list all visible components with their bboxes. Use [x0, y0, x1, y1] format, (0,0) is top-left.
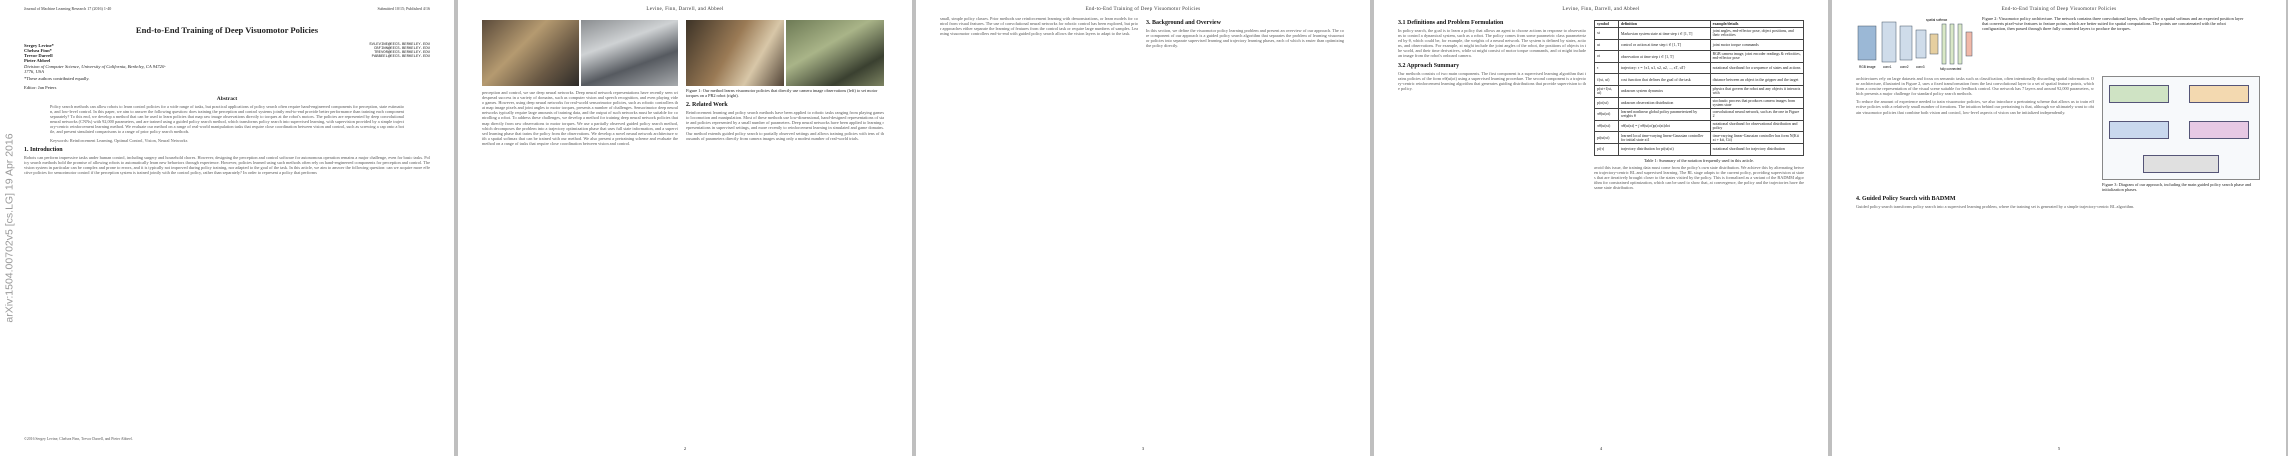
diagram-label: conv2: [1900, 65, 1909, 69]
running-head: Levine, Finn, Darrell, and Abbeel: [1562, 7, 1640, 12]
table-cell: xt: [1595, 28, 1619, 40]
table-header: example/details: [1710, 21, 1803, 28]
keywords: Keywords: Reinforcement Learning, Optimal Control, Vision, Neural Networks: [50, 137, 188, 143]
robot-task-image: [786, 20, 884, 86]
arxiv-stamp: arXiv:1504.00702v5 [cs.LG] 19 Apr 2016: [4, 133, 17, 323]
table-cell: πθ(ut|ot): [1595, 109, 1619, 121]
figure-3-caption: Figure 3: Diagram of our approach, including the main guided policy search phase and initialization phases.: [2102, 182, 2252, 193]
page-number: 5: [2057, 446, 2061, 451]
author-name: Chelsea Finn*: [24, 48, 52, 53]
table-row: [1595, 109, 1804, 121]
table-cell: unknown system dynamics: [1618, 85, 1710, 97]
table-row: [1595, 28, 1804, 40]
table-row: [1595, 62, 1804, 74]
table-cell: control or action at time step t ∈ [1, T]: [1618, 39, 1710, 51]
table-cell: pi(ut|xt): [1595, 132, 1619, 144]
journal-name: Journal of Machine Learning Research 17 (2016) 1-40: [24, 6, 112, 11]
figure-1-caption: Figure 1: Our method learns visuomotor policies that directly use camera image observations (left) to set motor torques on a PR2 robot (right).: [686, 88, 878, 99]
section-heading: 1. Introduction: [24, 146, 63, 153]
notation-table-body: [1595, 28, 1804, 156]
camera-observation-image: [482, 20, 579, 86]
running-head: End-to-End Training of Deep Visuomotor Policies: [1085, 7, 1201, 12]
table-cell: τ: [1595, 62, 1619, 74]
table-cell: πθ(ut|xt): [1595, 120, 1619, 132]
diagram-label: RGB image: [1859, 65, 1876, 69]
table-cell: time-varying linear-Gaussian controller has form N(Kti xt + kti, Cti): [1710, 132, 1803, 144]
copyright-footer: ©2016 Sergey Levine, Chelsea Finn, Trevor Darrell, and Pieter Abbeel.: [24, 436, 133, 441]
diagram-label: fully connected: [1940, 67, 1962, 71]
table-cell: pi(τ): [1595, 143, 1619, 155]
author-block: [24, 43, 430, 90]
table-cell: RGB camera image, joint encoder readings & velocities, end-effector pose: [1710, 51, 1803, 63]
table-row: [1595, 74, 1804, 86]
author-email[interactable]: PABBEEL@EECS.BERKELEY.EDU: [371, 55, 430, 59]
table-cell: joint angles, end-effector pose, object positions, and their velocities: [1710, 28, 1803, 40]
table-cell: ut: [1595, 39, 1619, 51]
body-text: architectures rely on large datasets and focus on semantic tasks such as classification, often intentionally discarding spatial information. Our architecture, illustrated in Figure 2, uses a fixed transformation from the last convolutional layer to a set of spatial feature points, which form a concise representation of the visual scene suitable for feedback control. Our network has 7 layers and around 92,000 parameters, which presents a major challenge for standard policy search methods.: [1856, 76, 2094, 97]
body-text: avoid this issue, the training data must come from the policy's own state distribution. We achieve this by alternating between trajectory-centric RL and supervised learning. The RL stage adapts to the current policy, providing supervision at states that are iteratively brought closer to the states visited by the policy. This is formalized as a variant of the BADMM algorithm for constrained optimization, which can be used to show that, at convergence, the policy and the trajectories have the same state distribution.: [1594, 164, 1805, 190]
table-cell: notational shorthand for observational distribution and policy: [1710, 120, 1803, 132]
table-row: [1595, 51, 1804, 63]
page-number: 2: [683, 446, 687, 451]
table-cell: Markovian system state at time step t ∈ [1, T]: [1618, 28, 1710, 40]
pr2-robot-image: [581, 20, 678, 86]
figure-2-caption: Figure 2: Visuomotor policy architecture. The network contains three convolutional layers, followed by a spatial softmax and an expected position layer that converts pixel-wise features to feature points, which are better suited for spatial computations. The points are concatenated with the robot configuration, then passed through three fully connected layers to produce the torques.: [1982, 16, 2244, 32]
body-text: To reduce the amount of experience needed to train visuomotor policies, we also introduce a pretraining scheme that allows us to train effective policies with a relatively small number of iterations. The intuition behind our pretraining is that, although we ultimately want to obtain visuomotor policies that combine both vision and control, low-level aspects of vision can be initialized independently.: [1856, 99, 2094, 115]
paper-page-3: [916, 0, 1370, 456]
body-text: In policy search, the goal is to learn a policy that allows an agent to choose actions in response to observations to control a dynamical system, such as a robot. The policy comes from some parametric class parameterized by θ, which could be, for example, the weights of a neural network. The system is defined by states, actions, and observations. For example, xt might include the joint angles of the robot, the positions of objects in the world, and their time derivatives, while ut might consist of motor torque commands, and ot might include an image from the robot's onboard camera.: [1398, 28, 1586, 59]
abstract: [50, 96, 404, 143]
running-head: Levine, Finn, Darrell, and Abbeel: [646, 7, 724, 12]
table-row: [1595, 39, 1804, 51]
diagram-label: conv1: [1883, 65, 1892, 69]
submission-dates: Submitted 10/15; Published 4/16: [377, 6, 430, 11]
page-number: 4: [1599, 446, 1603, 451]
notation-table: [1594, 20, 1804, 156]
table-row: [1595, 120, 1804, 132]
body-text: perception and control, we use deep neural networks. Deep neural network representations have recently seen widespread success in a variety of domains, such as computer vision and speech recognition, and even playing video games. However, using deep neural networks for real-world sensorimotor policies, such as robotic controllers that map image pixels and joint angles to motor torques, presents a number of challenges. Sensorimotor deep neural networks typically require large amounts of training data, and the output of such networks must be suitable for controlling a robot. To address these challenges, we develop a method for training deep neural network policies that map directly from raw observations to motor torques. We use a partially observed guided policy search method, which decomposes the problem into a trajectory optimization phase that uses full state information, and a supervised learning phase that trains the policy from the observations. We develop a novel neural network architecture with a spatial softmax that can be trained with our method. We also present a pretraining scheme and evaluate the method on a range of tasks that require close coordination between vision and control.: [482, 90, 678, 146]
table-cell: learned local time-varying linear-Gaussian controller for initial state xi1: [1618, 132, 1710, 144]
section-heading: 2. Related Work: [686, 102, 728, 109]
table-cell: joint motor torque commands: [1710, 39, 1803, 51]
equal-contribution-note: *These authors contributed equally.: [24, 76, 90, 81]
editor: Editor: Jan Peters: [24, 85, 57, 90]
table-cell: observation at time step t ∈ [1, T]: [1618, 51, 1710, 63]
table-row: [1595, 143, 1804, 155]
running-head: End-to-End Training of Deep Visuomotor Policies: [2001, 7, 2117, 12]
page-number: 3: [1141, 446, 1145, 451]
body-text: Our methods consists of two main components. The first component is a supervised learning algorithm that trains policies of the form πθ(ut|ot) using a supervised learning procedure. The second component is a trajectory-centric reinforcement learning algorithm that generates guiding distributions that provide supervision to the policy.: [1398, 70, 1586, 91]
table-cell: p(ot|xt): [1595, 97, 1619, 109]
figure-1-images: [482, 20, 678, 86]
table-cell: learned nonlinear global policy parameterized by weights θ: [1618, 109, 1710, 121]
robot-task-image: [686, 20, 784, 86]
table-cell: trajectory: τ = {x1, u1, x2, u2, ..., xT, uT}: [1618, 62, 1710, 74]
section-heading: 4. Guided Policy Search with BADMM: [1856, 196, 1956, 203]
table-cell: cost function that defines the goal of the task: [1618, 74, 1710, 86]
related-work-text: Reinforcement learning and policy search methods have been applied to robotic tasks ranging from playing games to locomotion and manipulation. Most of these methods use low-dimensional, hand-designed representations of state and policies represented by a small number of parameters. Deep neural networks have been applied to learning representations in supervised settings, and more recently to reinforcement learning in simulated and game domains. Our method extends guided policy search to partially observed settings and allows training policies with tens of thousands of parameters directly from camera images using only a modest number of real-world trials.: [686, 110, 884, 141]
paper-page-1: [0, 0, 454, 456]
figure-1-images-continued: [686, 20, 884, 86]
table-row: [1595, 97, 1804, 109]
intro-text: Robots can perform impressive tasks under human control, including surgery and household chores. However, designing the perception and control software for autonomous operation remains a major challenge, even for basic tasks. Policy search methods hold the promise of allowing robots to automatically learn new behaviors through experience. However, policies learned using such methods often rely on hand-engineered components for perception and control. The vision system in particular can be complex and prone to errors, and it is typically not improved during policy training, nor adapted to the goal of the task. In this article, we aim to answer the following question: can we acquire more effective policies for sensorimotor control if the perception system is trained jointly with the control policy, rather than separately? In order to represent a policy that performs: [24, 154, 430, 175]
abstract-text: Policy search methods can allow robots to learn control policies for a wide range of tasks, but practical applications of policy search often require hand-engineered components for perception, state estimation, and low-level control. In this paper, we aim to answer the following question: does training the perception and control systems jointly end-to-end provide better performance than training each component separately? To this end, we develop a method that can be used to learn policies that map raw image observations directly to torques at the robot's motors. The policies are represented by deep convolutional neural networks (CNNs) with 92,000 parameters, and are trained using a guided policy search method, which transforms policy search into supervised learning, with supervision provided by a simple trajectory-centric reinforcement learning method. We evaluate our method on a range of real-world manipulation tasks that require close coordination between vision and control, such as screwing a cap onto a bottle, and present simulated comparisons to a range of prior policy search methods.: [50, 104, 405, 135]
table-cell: ot: [1595, 51, 1619, 63]
paper-page-5: [1832, 0, 2286, 456]
subsection-heading: 3.1 Definitions and Problem Formulation: [1398, 20, 1504, 26]
table-cell: p(xt+1|xt, ut): [1595, 85, 1619, 97]
table-cell: physics that govern the robot and any objects it interacts with: [1710, 85, 1803, 97]
paper-title: End-to-End Training of Deep Visuomotor Policies: [135, 25, 319, 35]
abstract-heading: Abstract: [216, 96, 238, 102]
table-cell: πθ(ut|xt) = ∫ πθ(ut|ot)p(ot|xt)dot: [1618, 120, 1710, 132]
table-cell: convolutional neural network, such as the one in Figure 2: [1710, 109, 1803, 121]
table-1-caption: Table 1: Summary of the notation frequently used in this article.: [1643, 157, 1755, 163]
table-cell: stochastic process that produces camera images from system state: [1710, 97, 1803, 109]
author-name: Sergey Levine*: [24, 43, 54, 48]
approach-diagram: [2102, 76, 2260, 180]
paper-page-2: [458, 0, 912, 456]
author-email[interactable]: SVLEVINE@EECS.BERKELEY.EDU: [369, 43, 430, 47]
visuomotor-architecture-diagram: [1856, 16, 1976, 72]
journal-header: [24, 6, 430, 11]
background-text: In this section, we define the visuomotor policy learning problem and present an overview of our approach. The core component of our approach is a guided policy search algorithm that separates the problem of learning visuomotor policies into separate supervised learning and trajectory learning phases, each of which is easier than optimizing the policy directly.: [1146, 28, 1344, 49]
table-cell: ℓ(xt, ut): [1595, 74, 1619, 86]
diagram-label: spatial softmax: [1926, 18, 1948, 22]
author-name: Pieter Abbeel: [24, 58, 51, 63]
author-name: Trevor Darrell: [24, 53, 53, 58]
affiliation: Division of Computer Science, University of California, Berkeley, CA 94720-1776, USA: [24, 64, 166, 74]
table-cell: notational shorthand for a sequence of states and actions: [1710, 62, 1803, 74]
table-header: symbol: [1595, 21, 1619, 28]
table-row: [1595, 132, 1804, 144]
author-email[interactable]: CBFINN@EECS.BERKELEY.EDU: [373, 47, 430, 51]
table-cell: trajectory distribution for pi(ut|xt): [1618, 143, 1710, 155]
table-cell: distance between an object in the gripper and the target: [1710, 74, 1803, 86]
body-text: small, simple policy classes. Prior methods use reinforcement learning with demonstrations, or learn models for control from visual features. The use of convolutional neural networks for robotic control has been explored, but prior approaches either separate the learning of features from the control task or require large numbers of samples. Learning visuomotor controllers end-to-end with guided policy search allows the vision layers to adapt to the task.: [940, 16, 1138, 37]
table-cell: unknown observation distribution: [1618, 97, 1710, 109]
subsection-heading: 3.2 Approach Summary: [1398, 62, 1460, 69]
author-email[interactable]: TREVOR@EECS.BERKELEY.EDU: [373, 51, 430, 55]
table-header: definition: [1618, 21, 1710, 28]
section-heading: 3. Background and Overview: [1146, 20, 1221, 26]
table-row: [1595, 85, 1804, 97]
body-text: Guided policy search transforms policy search into a supervised learning problem, where the training set is generated by a simple trajectory-centric RL algorithm.: [1856, 204, 2135, 210]
diagram-label: conv3: [1916, 65, 1925, 69]
paper-page-4: [1374, 0, 1828, 456]
table-cell: notational shorthand for trajectory distribution: [1710, 143, 1803, 155]
